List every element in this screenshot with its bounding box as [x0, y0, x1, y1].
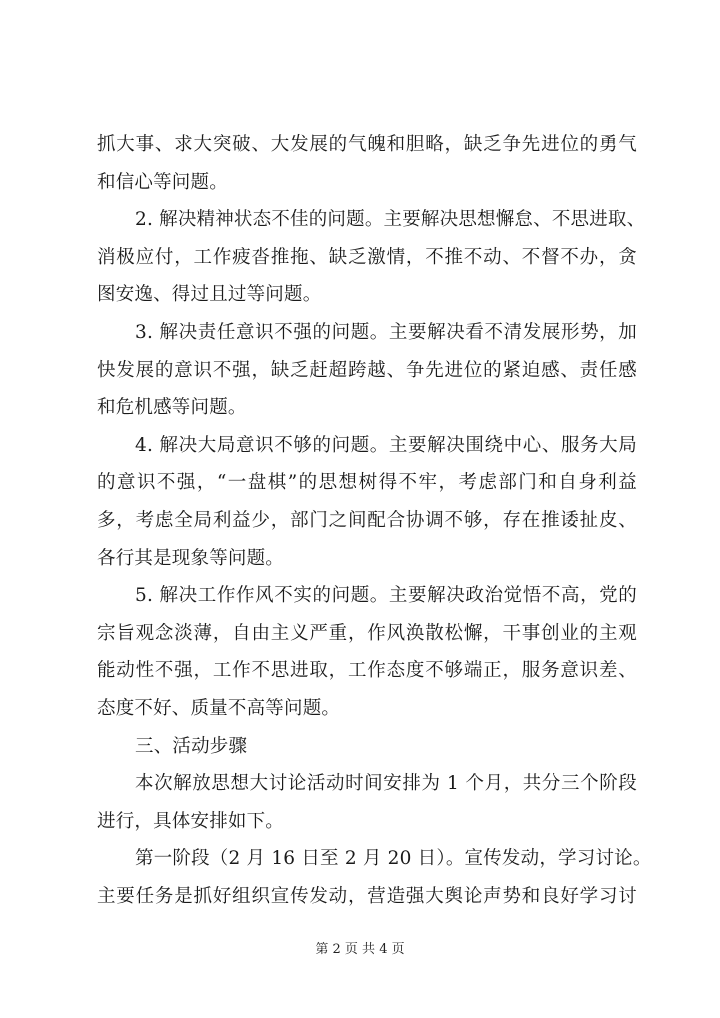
text-line: 态度不好、质量不高等问题。 — [97, 697, 341, 719]
text-line: 三、活动步骤 — [135, 735, 248, 757]
document-body — [97, 126, 652, 915]
text-line: 3. 解决责任意识不强的问题。主要解决看不清发展形势，加 — [135, 321, 637, 343]
text-line: 4. 解决大局意识不够的问题。主要解决围绕中心、服务大局 — [135, 434, 637, 456]
text-line: 快发展的意识不强，缺乏赶超跨越、争先进位的紧迫感、责任感 — [97, 359, 637, 381]
text-line: 抓大事、求大突破、大发展的气魄和胆略，缺乏争先进位的勇气 — [97, 134, 637, 155]
text-line: 图安逸、得过且过等问题。 — [97, 284, 322, 306]
text-line: 第一阶段（2 月 16 日至 2 月 20 日）。宣传发动，学习讨论。 — [135, 848, 652, 870]
text-line: 5. 解决工作作风不实的问题。主要解决政治觉悟不高，党的 — [135, 585, 637, 607]
text-line: 主要任务是抓好组织宣传发动，营造强大舆论声势和良好学习讨 — [97, 885, 637, 907]
page-footer: 第 2 页 共 4 页 — [315, 942, 405, 957]
text-line: 进行，具体安排如下。 — [97, 810, 285, 832]
text-line: 各行其是现象等问题。 — [97, 547, 285, 569]
text-line: 宗旨观念淡薄，自由主义严重，作风涣散松懈，干事创业的主观 — [97, 622, 637, 644]
text-line: 2. 解决精神状态不佳的问题。主要解决思想懈怠、不思进取、 — [135, 209, 646, 231]
text-line: 和信心等问题。 — [97, 171, 228, 193]
text-line: 的意识不强，“一盘棋”的思想树得不牢，考虑部门和自身利益 — [97, 472, 637, 494]
text-line: 能动性不强，工作不思进取，工作态度不够端正，服务意识差、 — [97, 660, 637, 682]
text-line: 消极应付，工作疲沓推拖、缺乏激情，不推不动、不督不办，贪 — [97, 246, 637, 268]
text-line: 多，考虑全局利益少，部门之间配合协调不够，存在推诿扯皮、 — [97, 509, 637, 531]
text-line: 和危机感等问题。 — [97, 397, 247, 419]
text-line: 本次解放思想大讨论活动时间安排为 1 个月，共分三个阶段 — [135, 773, 637, 795]
